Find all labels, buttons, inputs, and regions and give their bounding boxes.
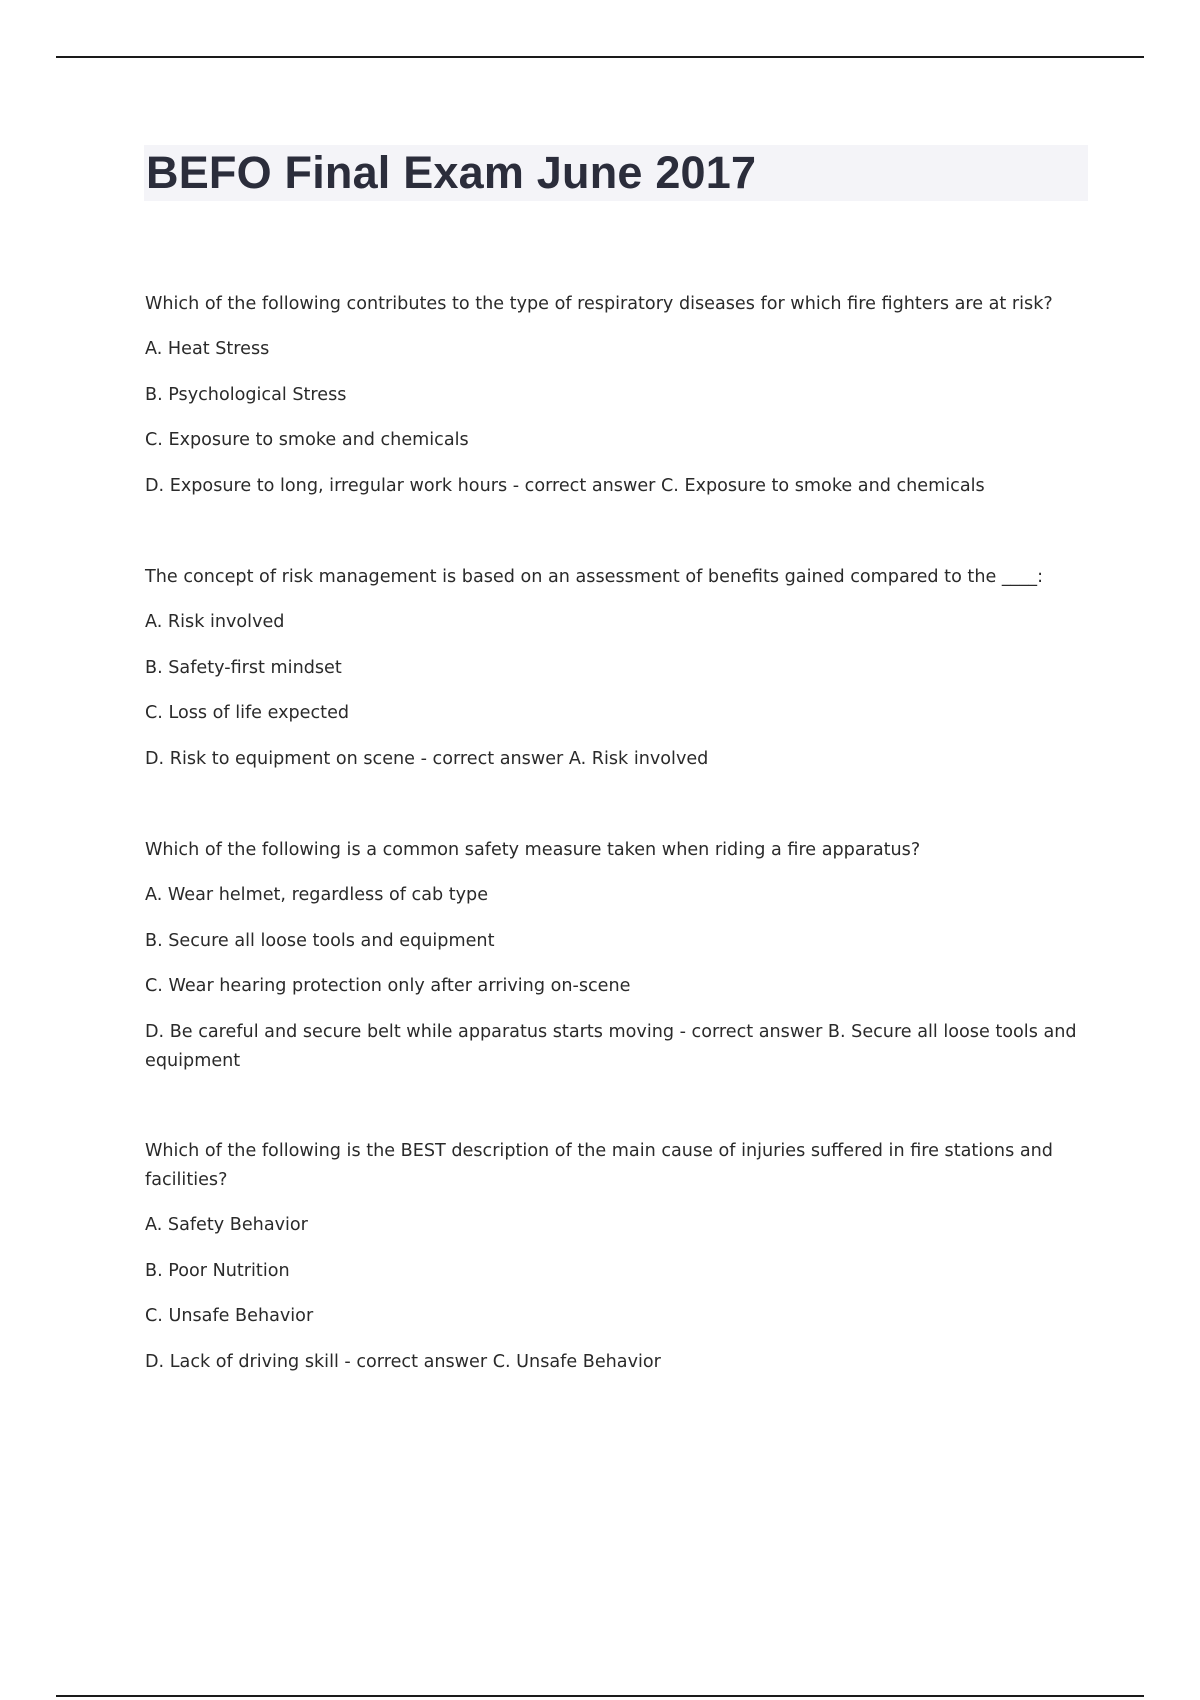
page-title: BEFO Final Exam June 2017 (146, 147, 757, 198)
option-a: A. Risk involved (145, 612, 285, 632)
option-d-with-answer: D. Risk to equipment on scene - correct answer A. Risk involved (145, 749, 709, 769)
option-a: A. Safety Behavior (145, 1215, 308, 1235)
question-text: Which of the following is the BEST description of the main cause of injuries suffered in fire stations and facilities? (145, 1141, 1053, 1190)
option-c: C. Loss of life expected (145, 703, 350, 723)
option-d-with-answer: D. Be careful and secure belt while apparatus starts moving - correct answer B. Secure all loose tools and equipment (145, 1022, 1077, 1071)
option-d-with-answer: D. Exposure to long, irregular work hours - correct answer C. Exposure to smoke and chemicals (145, 476, 985, 496)
option-b: B. Safety-first mindset (145, 658, 342, 678)
option-c: C. Unsafe Behavior (145, 1306, 314, 1326)
question-text: The concept of risk management is based on an assessment of benefits gained compared to the ____: (145, 567, 1044, 587)
question-text: Which of the following contributes to the type of respiratory diseases for which fire fighters are at risk? (145, 294, 1053, 314)
option-b: B. Secure all loose tools and equipment (145, 931, 495, 951)
header-rule (56, 56, 1144, 58)
option-a: A. Wear helmet, regardless of cab type (145, 885, 489, 905)
option-b: B. Psychological Stress (145, 385, 347, 405)
option-d-with-answer: D. Lack of driving skill - correct answer C. Unsafe Behavior (145, 1352, 661, 1372)
option-a: A. Heat Stress (145, 339, 270, 359)
question-text: Which of the following is a common safety measure taken when riding a fire apparatus? (145, 840, 921, 860)
option-b: B. Poor Nutrition (145, 1261, 290, 1281)
option-c: C. Wear hearing protection only after arriving on-scene (145, 976, 631, 996)
option-c: C. Exposure to smoke and chemicals (145, 430, 469, 450)
footer-rule (56, 1695, 1144, 1697)
